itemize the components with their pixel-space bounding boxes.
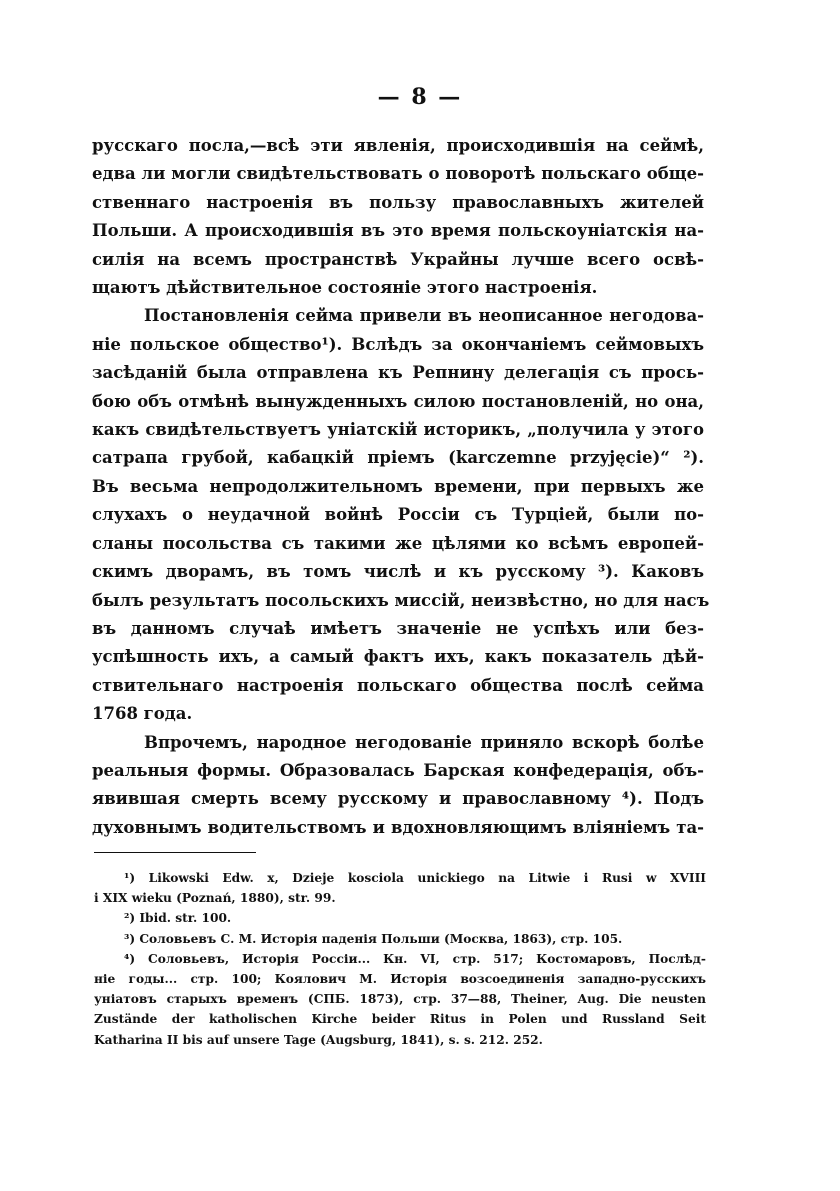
text-line: едва ли могли свидѣтельствовать о поворотѣ польскаго обще- (92, 164, 704, 184)
text-line: Постановленія сейма привели въ неописанное негодова- (144, 306, 704, 326)
footnote-line: ³) Соловьевъ С. М. Исторія паденія Польши (Москва, 1863), стр. 105. (124, 931, 623, 946)
text-line: реальныя формы. Образовалась Барская конфедерація, объ- (92, 760, 704, 780)
text-line: духовнымъ водительствомъ и вдохновляющимъ вліяніемъ та- (92, 817, 704, 837)
text-line: Впрочемъ, народное негодованіе приняло вскорѣ болѣе (144, 732, 704, 752)
text-line: успѣшность ихъ, а самый фактъ ихъ, какъ показатель дѣй- (92, 647, 704, 667)
text-line: явившая смерть всему русскому и православному ⁴). Подъ (92, 789, 704, 809)
text-line: бою объ отмѣнѣ вынужденныхъ силою постановленій, но она, (92, 391, 704, 411)
text-line: ствительнаго настроенія польскаго общества послѣ сейма (92, 675, 704, 695)
footnote-line: ²) Ibid. str. 100. (124, 911, 232, 926)
footnote-line: уніатовъ старыхъ временъ (СПБ. 1873), стр. 37—88, Theiner, Aug. Die neusten (94, 992, 706, 1007)
footnote-line: ніе годы... стр. 100; Коялович М. Исторія возсоединенія западно-русскихъ (94, 972, 706, 987)
text-line: въ данномъ случаѣ имѣетъ значеніе не успѣхъ или без- (92, 618, 704, 638)
text-line: щаютъ дѣйствительное состояніе этого настроенія. (92, 278, 598, 298)
text-line: ственнаго настроенія въ пользу православныхъ жителей (92, 192, 704, 212)
footnote-line: i XIX wieku (Poznań, 1880), str. 99. (94, 891, 336, 906)
text-line: русскаго посла,—всѣ эти явленія, происходившія на сеймѣ, (92, 136, 704, 155)
text-line: Польши. А происходившія въ это время польскоуніатскія на- (92, 221, 704, 241)
text-line: Въ весьма непродолжительномъ времени, при первыхъ же (92, 476, 704, 496)
main-text (92, 132, 710, 842)
text-line: 1768 года. (92, 704, 193, 724)
text-line: слухахъ о неудачной войнѣ Россіи съ Турціей, были по- (92, 505, 704, 525)
text-line: скимъ дворамъ, въ томъ числѣ и къ русскому ³). Каковъ (92, 562, 704, 582)
text-line: сатрапа грубой, кабацкій пріемъ (karczemne przyjęcie)“ ²). (92, 448, 704, 468)
footnote-line: ¹) Likowski Edw. x, Dzieje kosciola unickiego na Litwie i Rusi w XVIII (124, 871, 706, 885)
footnote-line: Zustände der katholischen Kirche beider Ritus in Polen und Russland Seit (94, 1012, 706, 1027)
text-line: засѣданій была отправлена къ Репнину делегація съ прось- (92, 363, 704, 383)
footnote-line: ⁴) Соловьевъ, Исторія Россіи... Кн. VI, стр. 517; Костомаровъ, Послѣд- (124, 951, 706, 966)
text-line: былъ результатъ посольскихъ миссій, неизвѣстно, но для насъ (92, 590, 710, 610)
footnote-line: Katharina II bis auf unsere Tage (Augsburg, 1841), s. s. 212. 252. (94, 1032, 543, 1047)
footnote-divider (94, 852, 256, 853)
text-line: какъ свидѣтельствуетъ уніатскій историкъ, „получила у этого (92, 420, 704, 440)
page-number: — 8 — (377, 84, 463, 110)
footnotes (94, 868, 706, 1050)
text-line: ніе польское общество¹). Вслѣдъ за окончаніемъ сеймовыхъ (92, 334, 704, 354)
text-line: силія на всемъ пространствѣ Украйны лучше всего освѣ- (92, 249, 704, 269)
text-line: сланы посольства съ такими же цѣлями ко всѣмъ европей- (92, 533, 704, 553)
